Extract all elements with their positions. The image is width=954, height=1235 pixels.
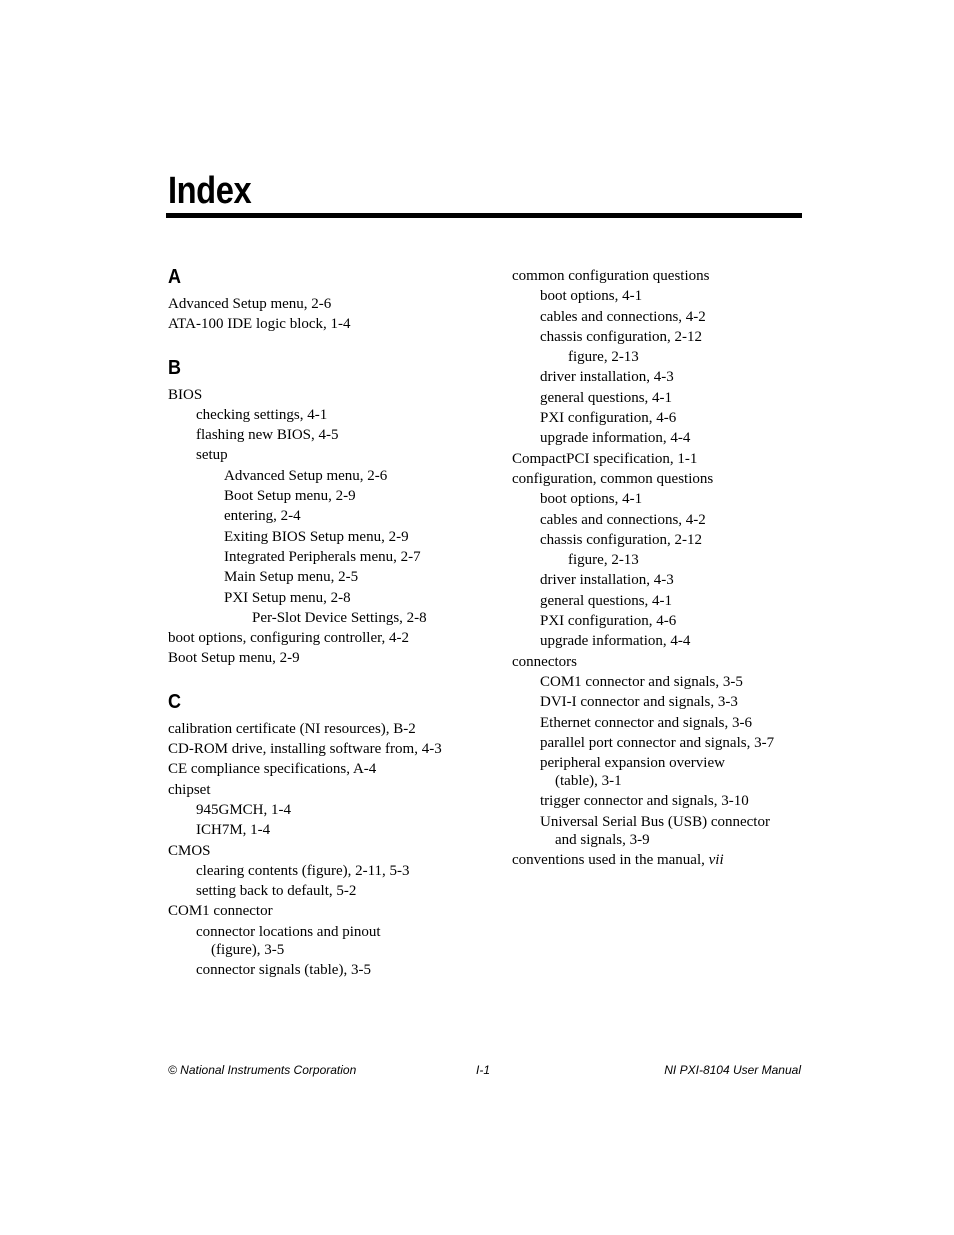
index-entry-text: CD-ROM drive, installing software from, 4-3 [168,741,442,758]
index-column-right [512,266,802,870]
index-entry-text: boot options, 4-1 [540,491,643,508]
index-entry [168,567,468,587]
index-entry [512,713,802,733]
index-entry-text: COM1 connector and signals, 3-5 [540,673,743,690]
index-entry [512,611,802,631]
index-entry [512,449,802,469]
index-entry [512,347,802,367]
index-entry [512,307,802,327]
index-section [168,264,468,335]
index-entry-continuation: (table), 3-1 [555,773,622,790]
index-entry [168,960,468,980]
index-entry-text: general questions, 4-1 [540,389,673,406]
index-entry [512,591,802,611]
section-letter: A [168,266,182,288]
index-entry [168,901,468,921]
index-entry [168,628,468,648]
index-entry [512,812,802,832]
index-section [168,689,468,981]
index-entry-text: driver installation, 4-3 [540,369,674,386]
index-entry-text: Exiting BIOS Setup menu, 2-9 [224,528,409,545]
index-entry-text: connector locations and pinout [196,923,381,940]
index-entry-text: driver installation, 4-3 [540,572,674,589]
index-entry [168,588,468,608]
index-entry [168,486,468,506]
index-entry-text: ICH7M, 1-4 [196,822,271,839]
index-entry [512,327,802,347]
index-entry [168,739,468,759]
index-entry [168,608,468,628]
index-entry-text: PXI configuration, 4-6 [540,410,677,427]
index-entry [168,547,468,567]
index-entry-text: trigger connector and signals, 3-10 [540,793,749,810]
footer-page-number: I-1 [476,1063,491,1077]
index-entry-text: CompactPCI specification, 1-1 [512,450,698,467]
index-entry-text: figure, 2-13 [568,349,639,366]
index-entry [512,469,802,489]
index-entry-continuation: and signals, 3-9 [555,832,650,849]
index-entry-text: common configuration questions [512,268,710,284]
index-entry [168,385,468,405]
index-entry-text: flashing new BIOS, 4-5 [196,427,339,444]
index-entry [512,652,802,672]
index-entry [512,791,802,811]
index-entry [168,506,468,526]
index-entry [168,405,468,425]
index-entry [512,570,802,590]
index-column-left [168,264,468,980]
index-entry [168,719,468,739]
index-entry-text: BIOS [168,386,203,403]
index-entry [168,820,468,840]
index-entry [512,733,802,753]
index-entry-text: clearing contents (figure), 2-11, 5-3 [196,862,410,879]
section-letter: C [168,690,182,713]
index-entry [168,841,468,861]
index-entry-text: Advanced Setup menu, 2-6 [168,296,332,312]
index-entry [512,510,802,530]
index-entry [512,408,802,428]
index-entry-text: cables and connections, 4-2 [540,511,706,528]
index-entry [168,648,468,668]
index-entry-text: peripheral expansion overview [540,755,725,772]
index-entry-text: PXI configuration, 4-6 [540,613,677,630]
index-entry-text: setting back to default, 5-2 [196,883,357,900]
index-entry-text: Integrated Peripherals menu, 2-7 [224,548,421,565]
index-entry-page-ref: vii [708,852,724,869]
index-entry-continuation: (figure), 3-5 [211,942,285,959]
index-entry [168,527,468,547]
index-entry-text: 945GMCH, 1-4 [196,801,292,818]
index-entry [512,692,802,712]
index-entry-text: PXI Setup menu, 2-8 [224,589,351,606]
index-entry-text: Boot Setup menu, 2-9 [224,488,356,505]
footer-manual-title: NI PXI-8104 User Manual [664,1063,801,1077]
index-entry [168,780,468,800]
index-entry-text: ATA-100 IDE logic block, 1-4 [168,316,351,333]
index-entry-text: Main Setup menu, 2-5 [224,569,359,586]
section-letter: B [168,356,182,379]
index-entry [168,466,468,486]
index-entry-text: checking settings, 4-1 [196,406,328,423]
index-entry [512,753,802,773]
index-entry [168,861,468,881]
index-entry [512,530,802,550]
index-entry-text: configuration, common questions [512,470,714,487]
index-entry-text: parallel port connector and signals, 3-7 [540,734,775,751]
index-entry-text: CE compliance specifications, A-4 [168,761,377,778]
index-entry [512,489,802,509]
index-section [168,355,468,669]
index-entry-text: upgrade information, 4-4 [540,633,691,650]
index-entry-text: Per-Slot Device Settings, 2-8 [252,609,427,626]
index-entry-text: connector signals (table), 3-5 [196,962,371,979]
page-title: Index [168,170,252,212]
index-entry-text: chassis configuration, 2-12 [540,328,703,345]
index-entry [512,367,802,387]
index-entry-text: chassis configuration, 2-12 [540,531,703,548]
index-entry-text: COM1 connector [168,903,273,920]
index-entry [512,388,802,408]
title-rule [166,213,802,218]
index-entry-text: CMOS [168,842,211,859]
index-entry-text: upgrade information, 4-4 [540,430,691,447]
index-entry [512,631,802,651]
index-entry-text: Boot Setup menu, 2-9 [168,650,300,667]
index-entry [168,922,468,942]
index-entry-text: chipset [168,781,211,798]
index-entry [168,314,468,334]
index-entry-text: figure, 2-13 [568,552,639,569]
index-entry [512,672,802,692]
index-entry-text: Universal Serial Bus (USB) connector [540,813,770,830]
index-entry-text: connectors [512,653,577,670]
index-entry-text: general questions, 4-1 [540,592,673,609]
footer-copyright: © National Instruments Corporation [168,1063,357,1077]
index-entry-text: Advanced Setup menu, 2-6 [224,467,388,484]
index-entry-text: DVI-I connector and signals, 3-3 [540,694,738,711]
index-entry [512,286,802,306]
index-entry [168,425,468,445]
index-entry [168,800,468,820]
index-entry-text: entering, 2-4 [224,508,301,525]
index-entry-text: cables and connections, 4-2 [540,308,706,325]
index-entry-text: conventions used in the manual, [512,852,709,869]
index-entry [512,266,802,286]
index-entry [168,294,468,314]
index-entry-text: calibration certificate (NI resources), B-2 [168,720,416,737]
index-entry [168,759,468,779]
index-entry [512,850,802,870]
index-entry [512,428,802,448]
index-entry-text: boot options, 4-1 [540,288,643,305]
index-entry-text: setup [196,447,228,464]
index-entry [168,445,468,465]
index-entry-text: boot options, configuring controller, 4-2 [168,630,410,647]
index-entry [512,550,802,570]
index-entry-text: Ethernet connector and signals, 3-6 [540,714,753,731]
index-entry [168,881,468,901]
